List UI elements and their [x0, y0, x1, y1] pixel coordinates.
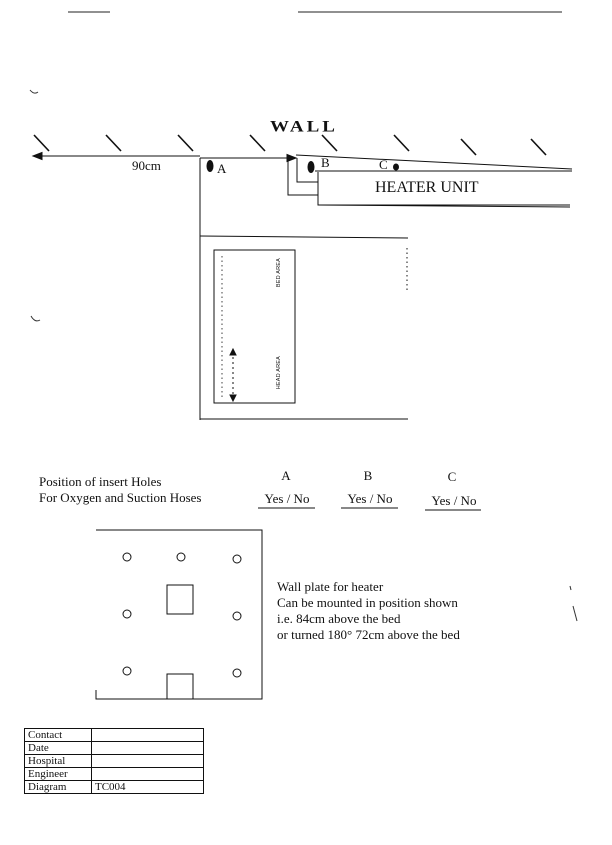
info-key-engineer: Engineer: [25, 768, 92, 781]
wall-plate-note-line3: i.e. 84cm above the bed: [277, 611, 401, 626]
distance-label: 90cm: [132, 158, 161, 173]
option-a[interactable]: Yes / No: [264, 491, 310, 506]
column-letter-b: B: [363, 468, 373, 483]
info-row-hospital: [25, 755, 204, 768]
info-row-date: [25, 742, 204, 755]
info-row-contact: [25, 729, 204, 742]
hole-c: [393, 164, 399, 171]
info-value-contact[interactable]: [92, 729, 204, 742]
point-label-b: B: [321, 155, 330, 170]
info-table: [24, 728, 204, 794]
wall-plate-note-line4: or turned 180° 72cm above the bed: [277, 627, 460, 642]
wall-hatching: [34, 135, 546, 155]
wall-plate-note-line2: Can be mounted in position shown: [277, 595, 458, 610]
option-b[interactable]: Yes / No: [347, 491, 393, 506]
info-key-date: Date: [25, 742, 92, 755]
info-key-hospital: Hospital: [25, 755, 92, 768]
wall-label: WALL: [270, 118, 338, 136]
point-label-a: A: [217, 161, 227, 176]
hole-position-text: [39, 474, 202, 506]
info-row-diagram: [25, 781, 204, 794]
wall-plate-note: [277, 579, 460, 643]
info-value-diagram: TC004: [92, 781, 204, 794]
info-row-engineer: [25, 768, 204, 781]
heater-unit-label: HEATER UNIT: [375, 179, 479, 196]
hole-a: [207, 160, 214, 172]
point-label-c: C: [379, 157, 388, 172]
info-key-contact: Contact: [25, 729, 92, 742]
distance-arrow: [33, 153, 296, 162]
hole-position-line2: For Oxygen and Suction Hoses: [39, 490, 202, 505]
wall-line: [296, 155, 572, 169]
option-c[interactable]: Yes / No: [431, 493, 477, 508]
head-area-label: HEAD AREA: [276, 356, 282, 390]
info-value-engineer[interactable]: [92, 768, 204, 781]
room-outline: [200, 236, 408, 419]
column-letter-c: C: [447, 469, 457, 484]
info-key-diagram: Diagram: [25, 781, 92, 794]
bed-area-label: BED AREA: [276, 258, 282, 288]
wall-plate-note-line1: Wall plate for heater: [277, 579, 384, 594]
scan-marks: [30, 90, 577, 621]
info-value-hospital[interactable]: [92, 755, 204, 768]
hole-position-line1: Position of insert Holes: [39, 474, 162, 489]
wall-plate-holes: [123, 553, 241, 677]
bed-arrow: [230, 349, 236, 401]
bed-outline: [214, 250, 295, 403]
info-value-date[interactable]: [92, 742, 204, 755]
column-letter-a: A: [281, 468, 291, 483]
hole-b: [308, 161, 315, 173]
